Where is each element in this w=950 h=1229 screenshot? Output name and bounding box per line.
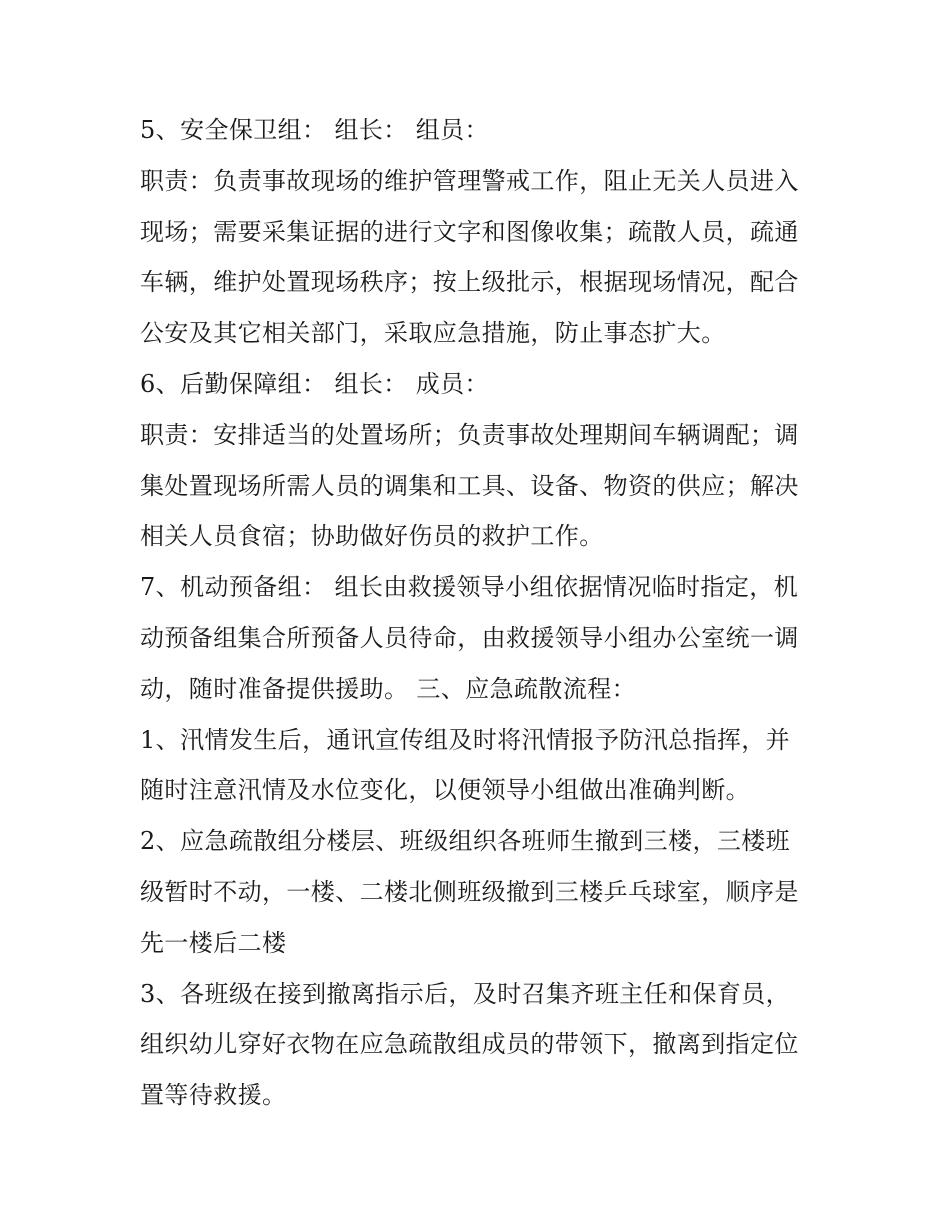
text-line: 动，随时准备提供援助。 三、应急疏散流程： <box>140 674 637 703</box>
text-line: 置等待救援。 <box>140 1081 287 1110</box>
text-line: 组织幼儿穿好衣物在应急疏散组成员的带领下，撤离到指定位 <box>140 1030 799 1059</box>
text-line: 集处置现场所需人员的调集和工具、设备、物资的供应；解决 <box>140 471 799 500</box>
text-line: 级暂时不动，一楼、二楼北侧班级撤到三楼乒乓球室，顺序是 <box>140 877 799 906</box>
document-body <box>140 105 820 1121</box>
text-line: 公安及其它相关部门，采取应急措施，防止事态扩大。 <box>140 319 726 348</box>
text-line: 6、后勤保障组： 组长： 成员： <box>140 369 489 398</box>
text-line: 职责：负责事故现场的维护管理警戒工作，阻止无关人员进入 <box>140 166 799 195</box>
text-line: 随时注意汛情及水位变化，以便领导小组做出准确判断。 <box>140 776 750 805</box>
text-line: 动预备组集合所预备人员待命，由救援领导小组办公室统一调 <box>140 623 799 652</box>
text-line: 7、机动预备组： 组长由救援领导小组依据情况临时指定，机 <box>140 573 799 602</box>
text-line: 相关人员食宿；协助做好伤员的救护工作。 <box>140 522 604 551</box>
text-line: 5、安全保卫组： 组长： 组员： <box>140 116 489 144</box>
text-line: 现场；需要采集证据的进行文字和图像收集；疏散人员，疏通 <box>140 217 799 246</box>
text-line: 2、应急疏散组分楼层、班级组织各班师生撤到三楼，三楼班 <box>140 827 791 856</box>
text-line: 车辆，维护处置现场秩序；按上级批示，根据现场情况，配合 <box>140 268 799 297</box>
text-line: 职责：安排适当的处置场所；负责事故处理期间车辆调配；调 <box>140 420 799 449</box>
text-line: 1、汛情发生后，通讯宣传组及时将汛情报予防汛总指挥，并 <box>140 725 791 754</box>
text-line: 3、各班级在接到撤离指示后，及时召集齐班主任和保育员， <box>140 979 791 1008</box>
text-line: 先一楼后二楼 <box>140 928 287 957</box>
